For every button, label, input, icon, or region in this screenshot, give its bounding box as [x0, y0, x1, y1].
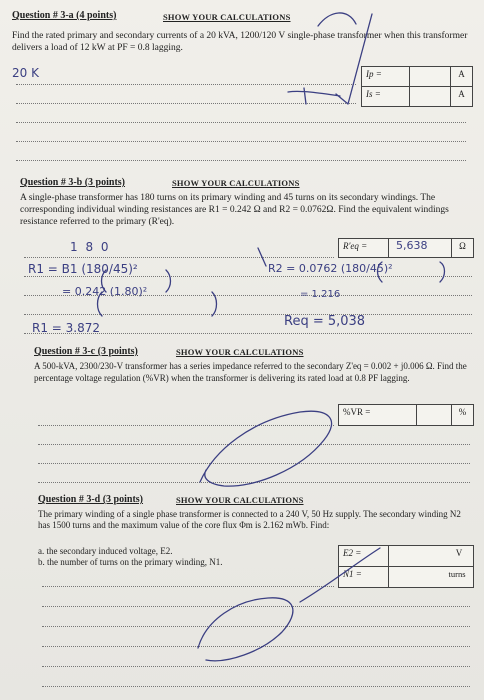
q3c-vr-unit: % [451, 405, 473, 425]
q3b-hw-r1-step: = 0.242 (1.80)² [62, 285, 148, 298]
q3a-is-label: Is = [362, 87, 410, 106]
q3c-title: Question # 3-c (3 points) [34, 346, 138, 357]
q3a-is-answer-box[interactable] [361, 86, 473, 107]
q3d-show-calculations: SHOW YOUR CALCULATIONS [176, 495, 304, 505]
q3d-answer-line [42, 666, 470, 667]
q3b-hw-r2-result: = 1.216 [300, 289, 341, 300]
q3d-e2-unit: V [455, 548, 463, 558]
q3d-e2-answer-box[interactable] [338, 545, 474, 567]
q3b-answer-line [24, 314, 472, 315]
q3a-answer-line [16, 122, 466, 123]
q3a-question-text: Find the rated primary and secondary currents of a 20 kVA, 1200/120 V single-phase transformer when this transformer delivers a load of 12 kW at PF = 0.8 lagging. [12, 31, 468, 53]
q3c-show-calculations: SHOW YOUR CALCULATIONS [176, 347, 304, 357]
q3a-ip-label: Ip = [362, 67, 410, 86]
loop-stroke [200, 411, 332, 486]
q3b-req-value: 5,638 [396, 239, 428, 252]
q3a-title: Question # 3-a (4 points) [12, 10, 117, 21]
q3c-answer-line [38, 463, 470, 464]
q3a-answer-line [16, 103, 356, 104]
q3d-title: Question # 3-d (3 points) [38, 494, 144, 505]
q3a-answer-line [16, 141, 466, 142]
q3d-question-text: The primary winding of a single phase transformer is connected to a 240 V, 50 Hz supply. The secondary winding N2 has 1500 turns and the maximum value of the core flux Φm is 2.162 mWb. Find: [38, 509, 461, 530]
q3a-handwriting: 20 K [12, 66, 39, 80]
q3d-answer-line [42, 606, 470, 607]
q3c-answer-line [38, 425, 334, 426]
q3c-vr-answer-box[interactable] [338, 404, 474, 426]
q3a-ip-answer-box[interactable] [361, 66, 473, 87]
q3b-hw-180: 1 8 0 [70, 240, 111, 254]
q3b-hw-r1-result: R1 = 3.872 [32, 321, 101, 335]
q3c-answer-line [38, 482, 470, 483]
loop-stroke [198, 598, 293, 661]
q3b-hw-r2-formula: R2 = 0.0762 (180/45)² [268, 262, 393, 275]
q3b-answer-line [24, 257, 334, 258]
q3a-ip-unit: A [450, 67, 472, 86]
q3d-n1-unit: turns [448, 569, 466, 579]
q3b-req-label: R'eq = [339, 239, 389, 257]
scribble-stroke [318, 13, 356, 26]
q3b-hw-req-result: Req = 5,038 [284, 314, 366, 329]
q3d-n1-label: N1 = [339, 567, 389, 587]
q3b-hw-r1-formula: R1 = B1 (180/45)² [28, 262, 138, 276]
q3d-n1-answer-box[interactable] [338, 566, 474, 588]
q3c-answer-line [38, 444, 470, 445]
q3d-answer-line [42, 646, 470, 647]
q3b-question-text: A single-phase transformer has 180 turns on its primary winding and 45 turns on its secondary windings. The corresponding individual winding resistances are R1 = 0.242 Ω and R2 = 0.0762Ω. Find the equivalent windings resistance referred to the primary (R'eq). [20, 193, 449, 227]
q3b-req-answer-box[interactable] [338, 238, 474, 258]
q3d-item-a: a. the secondary induced voltage, E2. [38, 546, 173, 556]
q3d-answer-line [42, 686, 470, 687]
q3c-vr-label: %VR = [339, 405, 417, 425]
q3d-answer-line [42, 586, 334, 587]
q3b-show-calculations: SHOW YOUR CALCULATIONS [172, 178, 300, 188]
q3d-e2-label: E2 = [339, 546, 389, 566]
q3b-title: Question # 3-b (3 points) [20, 177, 126, 188]
q3a-answer-line [16, 84, 356, 85]
q3b-answer-line [24, 276, 472, 277]
q3d-answer-line [42, 626, 470, 627]
q3d-item-b: b. the number of turns on the primary winding, N1. [38, 557, 223, 567]
q3a-answer-line [16, 160, 466, 161]
q3c-question-text: A 500-kVA, 2300/230-V transformer has a series impedance referred to the secondary Z'eq = 0.002 + j0.006 Ω. Find the percentage voltage regulation (%VR) when the transformer is delivering its rated load at 0.8 PF lagging. [34, 361, 467, 383]
checkmark-stroke [288, 14, 372, 104]
q3a-is-unit: A [450, 87, 472, 106]
q3b-req-unit: Ω [451, 239, 473, 257]
q3a-show-calculations: SHOW YOUR CALCULATIONS [163, 12, 291, 22]
